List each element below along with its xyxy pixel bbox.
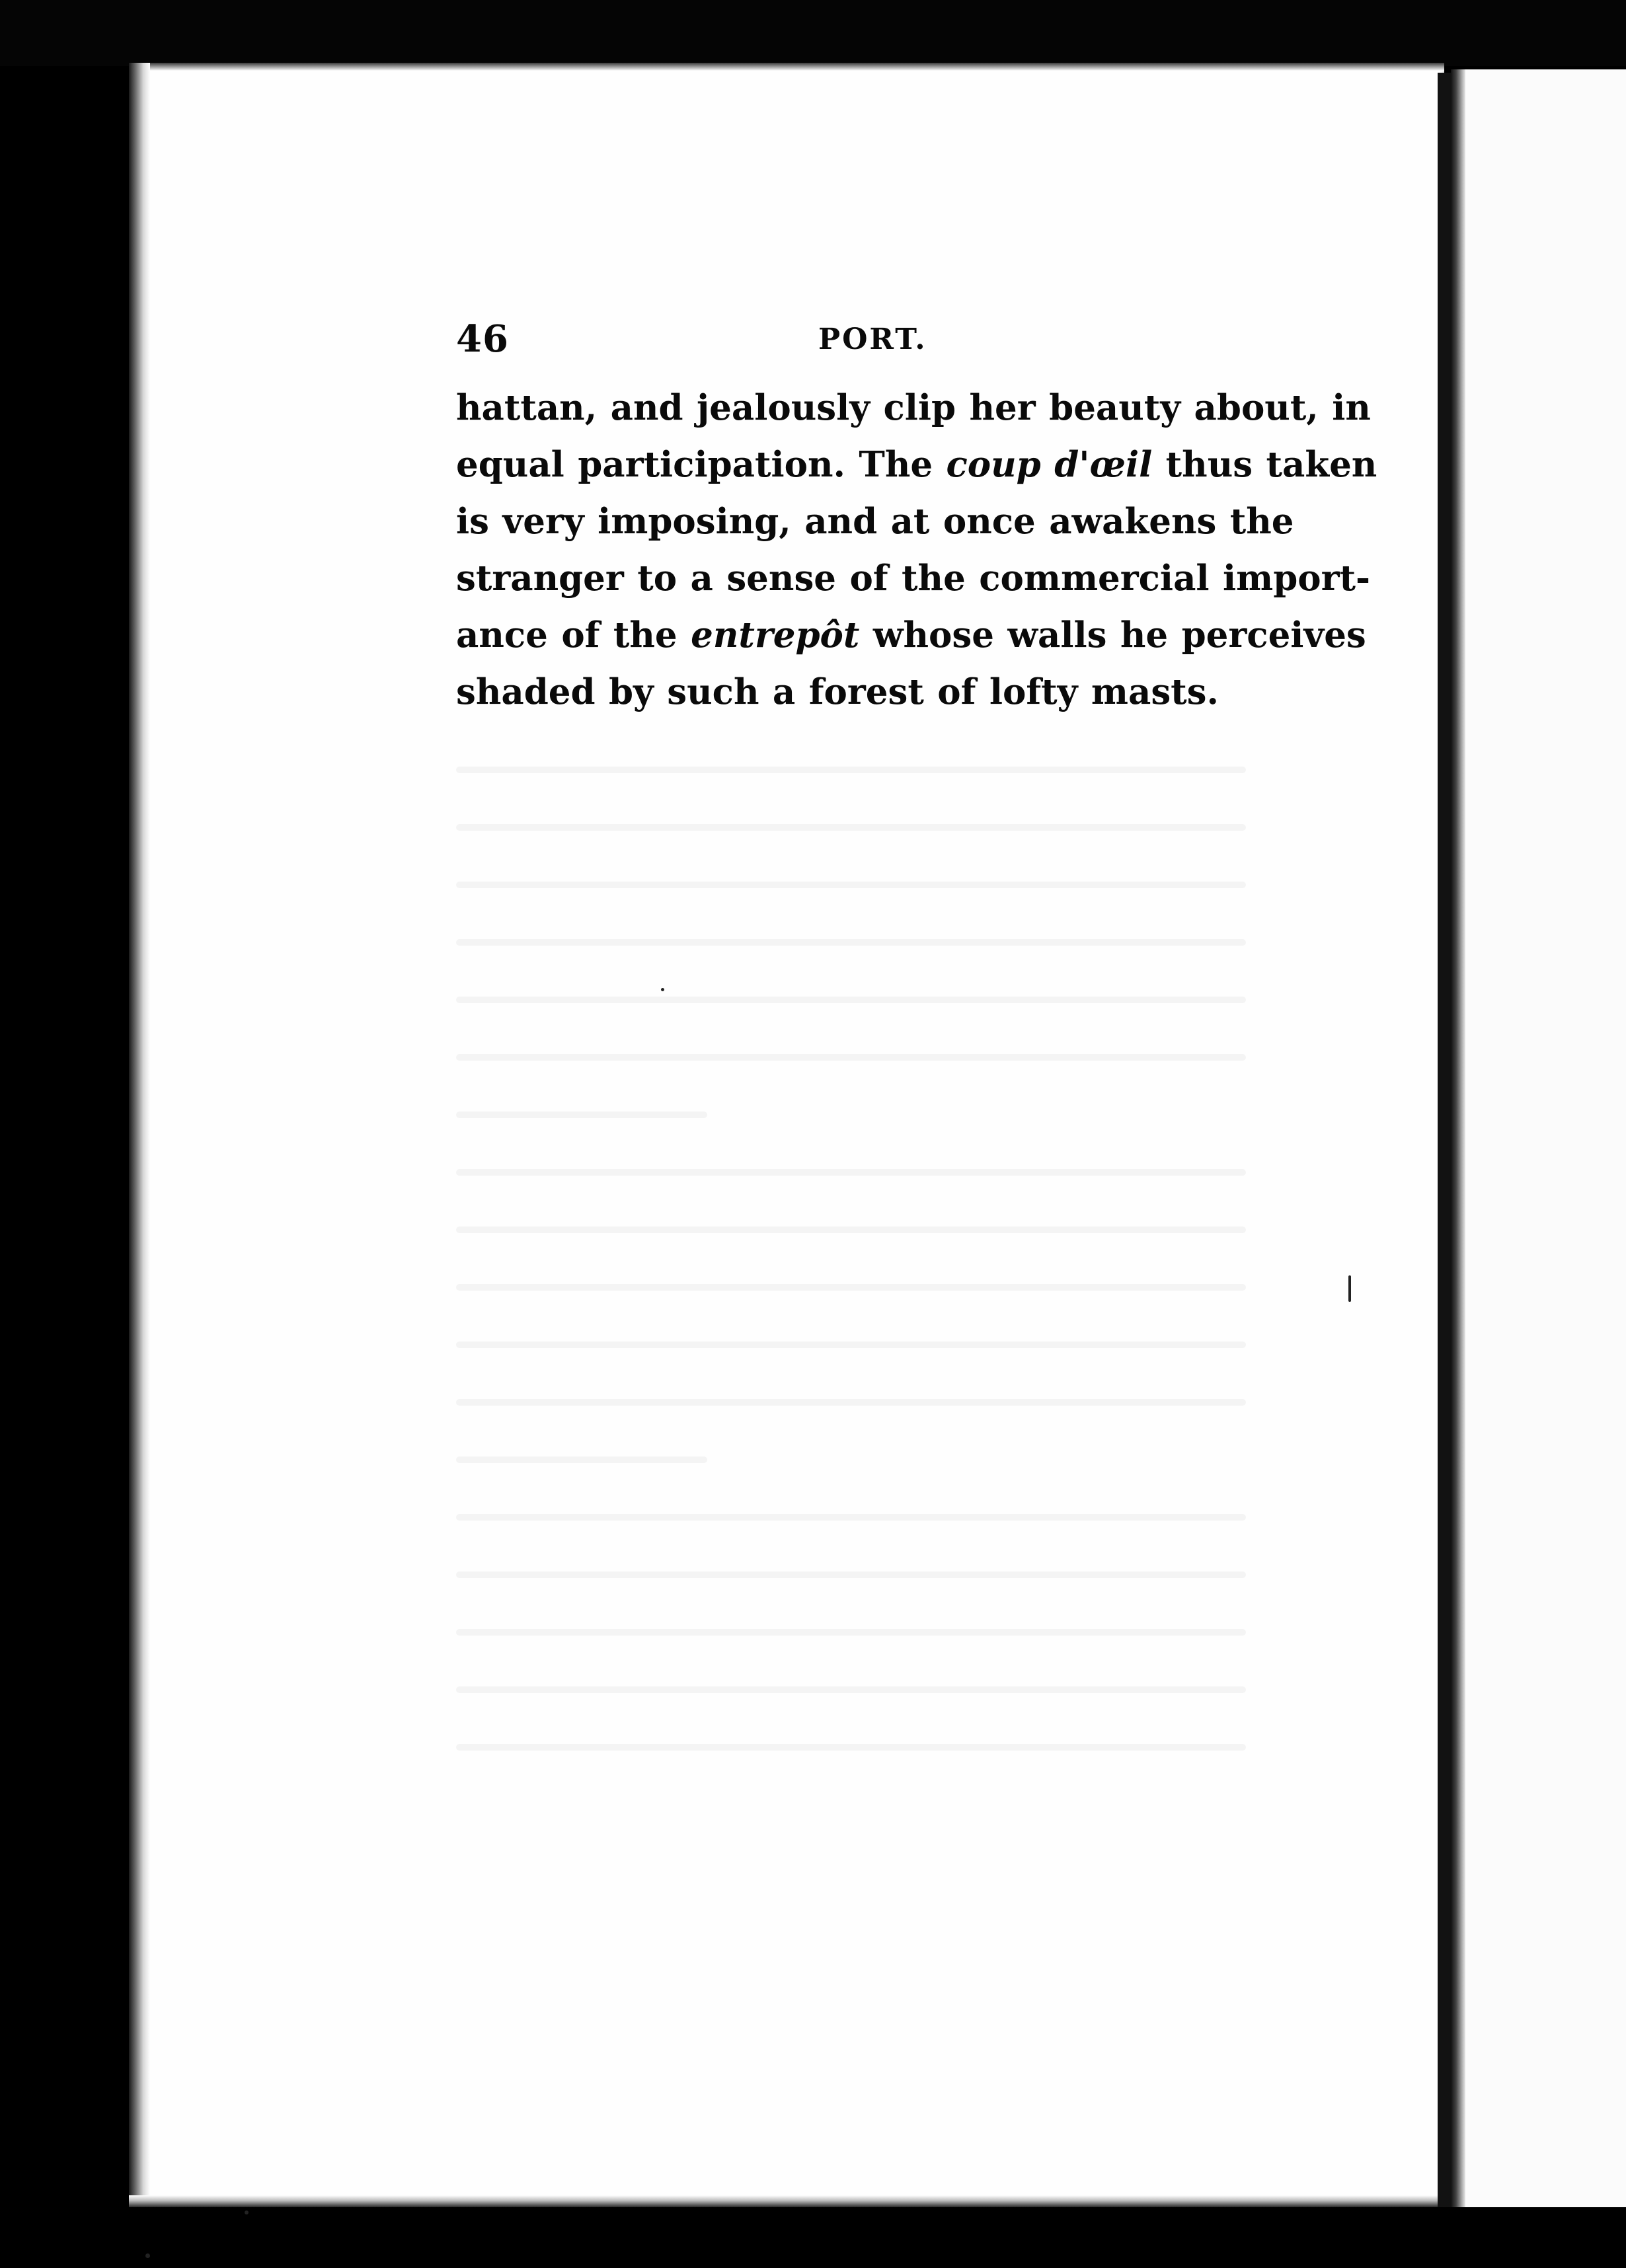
text-run: shaded by such a forest of lofty masts. bbox=[456, 671, 1219, 712]
text-run: whose walls he perceives bbox=[859, 615, 1366, 656]
ghost-line bbox=[456, 997, 1246, 1003]
ghost-line bbox=[456, 1227, 1246, 1233]
ghost-line bbox=[456, 1686, 1246, 1693]
text-run: is very imposing, and at once awakens the bbox=[456, 501, 1294, 542]
ghost-line bbox=[456, 1744, 1246, 1751]
ghost-line bbox=[456, 939, 1246, 946]
italic-phrase: coup d'œil bbox=[946, 444, 1153, 485]
italic-phrase: entrepôt bbox=[691, 615, 860, 656]
ghost-line bbox=[456, 1629, 1246, 1636]
text-run: hattan, and jealously clip her beauty about, in bbox=[456, 387, 1371, 428]
text-line bbox=[456, 607, 1366, 663]
ghost-line bbox=[456, 1169, 1246, 1176]
scan-speck bbox=[145, 2253, 150, 2258]
text-line bbox=[456, 550, 1371, 607]
ghost-line bbox=[456, 1399, 1246, 1406]
text-run: ance of the bbox=[456, 615, 691, 656]
text-line bbox=[456, 436, 1377, 493]
page-header bbox=[456, 317, 1246, 370]
ghost-line bbox=[456, 1112, 707, 1118]
page-bottom-edge bbox=[129, 2195, 1444, 2207]
ghost-line bbox=[456, 1342, 1246, 1348]
ghost-line bbox=[456, 824, 1246, 831]
text-block bbox=[456, 317, 1377, 720]
scan-speck bbox=[1348, 1275, 1351, 1302]
ghost-line bbox=[456, 767, 1246, 773]
adjacent-page-sliver bbox=[1451, 69, 1626, 2207]
text-line bbox=[456, 379, 1371, 436]
running-head: PORT. bbox=[818, 322, 927, 356]
ghost-line bbox=[456, 1571, 1246, 1578]
ghost-line bbox=[456, 882, 1246, 888]
scan-speck bbox=[661, 988, 664, 991]
text-run: stranger to a sense of the commercial import- bbox=[456, 558, 1371, 599]
ghost-line bbox=[456, 1456, 707, 1463]
ghost-line bbox=[456, 1514, 1246, 1521]
page-left-edge bbox=[129, 63, 150, 2207]
text-line bbox=[456, 663, 1246, 720]
adjacent-page-edge bbox=[1451, 69, 1465, 2207]
scan-top-border bbox=[0, 0, 1626, 66]
text-run: thus taken bbox=[1152, 444, 1377, 485]
ghost-line bbox=[456, 1054, 1246, 1061]
page-number: 46 bbox=[456, 317, 509, 361]
ghost-line bbox=[456, 1284, 1246, 1291]
text-run: equal participation. The bbox=[456, 444, 947, 485]
text-line bbox=[456, 493, 1294, 550]
body-paragraph bbox=[456, 379, 1377, 720]
page-top-edge bbox=[129, 63, 1444, 71]
scan-speck bbox=[245, 2211, 249, 2214]
